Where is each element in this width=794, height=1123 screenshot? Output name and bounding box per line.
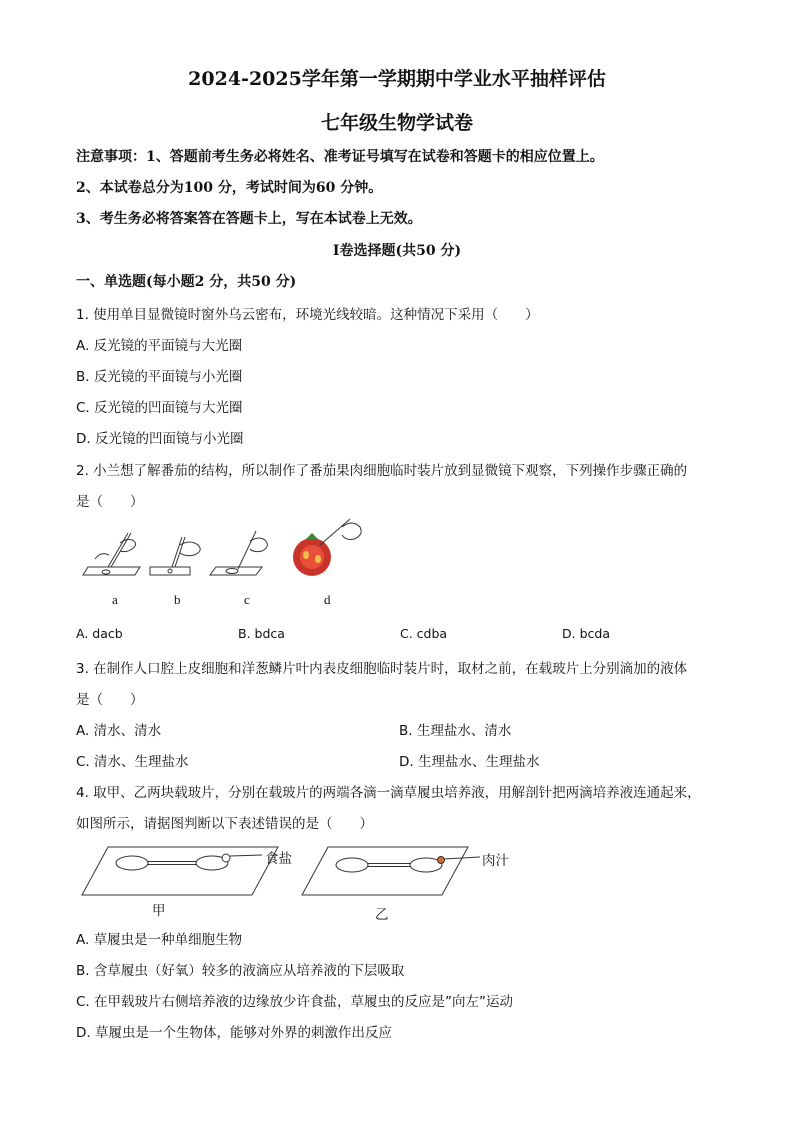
q3-option-c: C. 清水、生理盐水 xyxy=(76,754,189,770)
slide-jia xyxy=(82,847,278,895)
q3-option-a: A. 清水、清水 xyxy=(76,723,162,739)
q2-figure-label-c: c xyxy=(244,592,250,607)
q1-stem: 1. 使用单目显微镜时窗外乌云密布，环境光线较暗。这种情况下采用（ ） xyxy=(76,307,539,323)
q2-option-b: B. bdca xyxy=(238,626,285,641)
label-meat-juice: 肉汁 xyxy=(482,853,509,869)
q4-stem-line1: 4. 取甲、乙两块载玻片，分别在载玻片的两端各滴一滴草履虫培养液，用解剖针把两滴培养液连通起来， xyxy=(76,785,701,801)
q1-option-a: A. 反光镜的平面镜与大光圈 xyxy=(76,338,243,354)
label-salt: 食盐 xyxy=(265,851,292,867)
q3-stem-line1: 3. 在制作人口腔上皮细胞和洋葱鳞片叶内表皮细胞临时装片时，取材之前，在载玻片上分别滴加的液体 xyxy=(76,661,688,677)
part-heading: 一、单选题(每小题2 分，共50 分) xyxy=(76,274,297,290)
q4-option-b: B. 含草履虫（好氧）较多的液滴应从培养液的下层吸取 xyxy=(76,963,405,979)
note-1: 注意事项：1、答题前考生务必将姓名、准考证号填写在试卷和答题卡的相应位置上。 xyxy=(76,149,604,165)
q2-stem-line2: 是（ ） xyxy=(76,494,144,510)
q1-option-b: B. 反光镜的平面镜与小光圈 xyxy=(76,369,243,385)
step-c-illustration xyxy=(210,531,267,575)
exam-subtitle: 七年级生物学试卷 xyxy=(320,112,473,134)
q2-figure-label-d: d xyxy=(324,592,331,607)
q1-option-d: D. 反光镜的凹面镜与小光圈 xyxy=(76,431,244,447)
q2-option-c: C. cdba xyxy=(400,626,448,641)
q2-stem-line1: 2. 小兰想了解番茄的结构，所以制作了番茄果肉细胞临时装片放到显微镜下观察，下列操作步骤正确的 xyxy=(76,463,688,479)
q3-option-b: B. 生理盐水、清水 xyxy=(399,723,512,739)
label-jia: 甲 xyxy=(152,903,166,919)
note-2: 2、本试卷总分为100 分，考试时间为60 分钟。 xyxy=(76,180,383,196)
tomato-illustration xyxy=(293,533,331,576)
q2-option-a: A. dacb xyxy=(76,626,123,641)
q1-option-c: C. 反光镜的凹面镜与大光圈 xyxy=(76,400,243,416)
q4-option-d: D. 草履虫是一个生物体，能够对外界的刺激作出反应 xyxy=(76,1025,392,1041)
note-3: 3、考生务必将答案答在答题卡上，写在本试卷上无效。 xyxy=(76,211,422,227)
q3-stem-line2: 是（ ） xyxy=(76,692,144,708)
q2-figure-label-b: b xyxy=(174,592,181,607)
q4-stem-line2: 如图所示，请据图判断以下表述错误的是（ ） xyxy=(76,816,373,832)
step-d-needle xyxy=(320,519,361,545)
q4-option-a: A. 草履虫是一种单细胞生物 xyxy=(76,932,243,948)
q2-figure xyxy=(80,515,380,585)
q3-option-d: D. 生理盐水、生理盐水 xyxy=(399,754,540,770)
volume-heading: Ⅰ卷选择题(共50 分) xyxy=(332,243,462,259)
slide-yi xyxy=(302,847,480,895)
q2-option-d: D. bcda xyxy=(562,626,610,641)
label-yi: 乙 xyxy=(375,907,389,923)
step-a-illustration xyxy=(83,533,140,575)
exam-title: 2024-2025学年第一学期期中学业水平抽样评估 xyxy=(188,68,606,90)
step-b-illustration xyxy=(150,537,200,575)
q4-option-c: C. 在甲载玻片右侧培养液的边缘放少许食盐，草履虫的反应是”向左”运动 xyxy=(76,994,513,1010)
q2-figure-label-a: a xyxy=(112,592,118,607)
